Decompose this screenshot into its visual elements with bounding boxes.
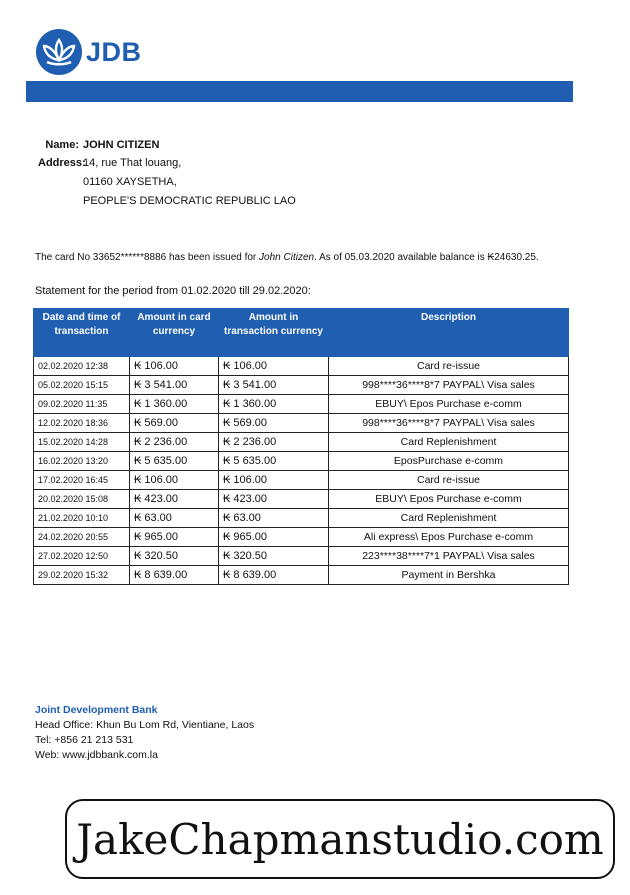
card-amount: ₭ 1 360.00 xyxy=(130,395,219,414)
head-office: Head Office: Khun Bu Lom Rd, Vientiane, Laos xyxy=(35,719,255,731)
table-row xyxy=(34,528,569,547)
tx-description: Card Replenishment xyxy=(329,433,569,452)
tx-date: 02.02.2020 12:38 xyxy=(34,357,130,376)
bank-tel: Tel: +856 21 213 531 xyxy=(35,734,134,746)
header-description: Description xyxy=(329,309,569,357)
table-row xyxy=(34,471,569,490)
card-amount: ₭ 423.00 xyxy=(130,490,219,509)
card-amount: ₭ 569.00 xyxy=(130,414,219,433)
header-tx-amount: Amount in transaction currency xyxy=(219,309,329,357)
tx-date: 20.02.2020 15:08 xyxy=(34,490,130,509)
tx-description: EposPurchase e-comm xyxy=(329,452,569,471)
name-label: Name: xyxy=(45,139,79,151)
tx-description: 998****36****8*7 PAYPAL\ Visa sales xyxy=(329,376,569,395)
table-row xyxy=(34,357,569,376)
card-amount: ₭ 5 635.00 xyxy=(130,452,219,471)
tx-amount: ₭ 2 236.00 xyxy=(219,433,329,452)
tx-amount: ₭ 569.00 xyxy=(219,414,329,433)
address-line-3: PEOPLE'S DEMOCRATIC REPUBLIC LAO xyxy=(83,195,296,207)
tx-description: Card Replenishment xyxy=(329,509,569,528)
tx-description: Card re-issue xyxy=(329,357,569,376)
tx-description: Payment in Bershka xyxy=(329,566,569,585)
card-holder: John Citizen xyxy=(259,252,315,263)
table-row xyxy=(34,376,569,395)
watermark xyxy=(65,799,615,879)
card-amount: ₭ 320.50 xyxy=(130,547,219,566)
card-amount: ₭ 2 236.00 xyxy=(130,433,219,452)
card-amount: ₭ 3 541.00 xyxy=(130,376,219,395)
jdb-logo xyxy=(36,29,142,75)
tx-date: 12.02.2020 18:36 xyxy=(34,414,130,433)
tx-date: 21.02.2020 10:10 xyxy=(34,509,130,528)
transactions-table xyxy=(33,308,569,585)
table-row xyxy=(34,509,569,528)
tx-amount: ₭ 5 635.00 xyxy=(219,452,329,471)
tx-description: EBUY\ Epos Purchase e-comm xyxy=(329,395,569,414)
address-label: Address: xyxy=(38,157,86,169)
bank-name: Joint Development Bank xyxy=(35,704,158,716)
tx-date: 17.02.2020 16:45 xyxy=(34,471,130,490)
tx-description: 998****36****8*7 PAYPAL\ Visa sales xyxy=(329,414,569,433)
card-amount: ₭ 965.00 xyxy=(130,528,219,547)
card-amount: ₭ 106.00 xyxy=(130,357,219,376)
tx-date: 29.02.2020 15:32 xyxy=(34,566,130,585)
logo-text: JDB xyxy=(86,36,142,67)
balance-text: . As of 05.03.2020 available balance is ₭24630.25. xyxy=(314,252,539,263)
address-line-2: 01160 XAYSETHA, xyxy=(83,176,177,188)
tx-amount: ₭ 965.00 xyxy=(219,528,329,547)
statement-intro: The card No 33652******8886 has been issued for xyxy=(35,252,260,263)
tx-amount: ₭ 423.00 xyxy=(219,490,329,509)
card-amount: ₭ 106.00 xyxy=(130,471,219,490)
table-row xyxy=(34,433,569,452)
statement-period: Statement for the period from 01.02.2020 till 29.02.2020: xyxy=(35,285,311,297)
tx-amount: ₭ 8 639.00 xyxy=(219,566,329,585)
customer-block xyxy=(38,136,296,210)
tx-amount: ₭ 106.00 xyxy=(219,471,329,490)
table-row xyxy=(34,395,569,414)
card-amount: ₭ 8 639.00 xyxy=(130,566,219,585)
table-row xyxy=(34,490,569,509)
tx-amount: ₭ 3 541.00 xyxy=(219,376,329,395)
tx-date: 16.02.2020 13:20 xyxy=(34,452,130,471)
tx-date: 24.02.2020 20:55 xyxy=(34,528,130,547)
tx-description: Ali express\ Epos Purchase e-comm xyxy=(329,528,569,547)
tx-description: Card re-issue xyxy=(329,471,569,490)
bank-web: Web: www.jdbbank.com.la xyxy=(35,749,158,761)
card-amount: ₭ 63.00 xyxy=(130,509,219,528)
lotus-icon xyxy=(36,29,82,75)
header-card-amount: Amount in card currency xyxy=(130,309,219,357)
tx-amount: ₭ 320.50 xyxy=(219,547,329,566)
tx-amount: ₭ 63.00 xyxy=(219,509,329,528)
card-balance-statement xyxy=(35,252,539,263)
bank-footer xyxy=(35,703,254,763)
table-row xyxy=(34,547,569,566)
tx-date: 15.02.2020 14:28 xyxy=(34,433,130,452)
table-row xyxy=(34,414,569,433)
tx-amount: ₭ 1 360.00 xyxy=(219,395,329,414)
tx-amount: ₭ 106.00 xyxy=(219,357,329,376)
tx-description: 223****38****7*1 PAYPAL\ Visa sales xyxy=(329,547,569,566)
watermark-text: JakeChapmanstudio.com xyxy=(76,814,604,864)
customer-name: JOHN CITIZEN xyxy=(83,139,160,151)
tx-description: EBUY\ Epos Purchase e-comm xyxy=(329,490,569,509)
tx-date: 27.02.2020 12:50 xyxy=(34,547,130,566)
table-row xyxy=(34,566,569,585)
tx-date: 09.02.2020 11:35 xyxy=(34,395,130,414)
tx-date: 05.02.2020 15:15 xyxy=(34,376,130,395)
header-bar xyxy=(26,81,573,102)
address-line-1: 14, rue That louang, xyxy=(83,157,182,169)
header-date: Date and time of transaction xyxy=(34,309,130,357)
table-row xyxy=(34,452,569,471)
